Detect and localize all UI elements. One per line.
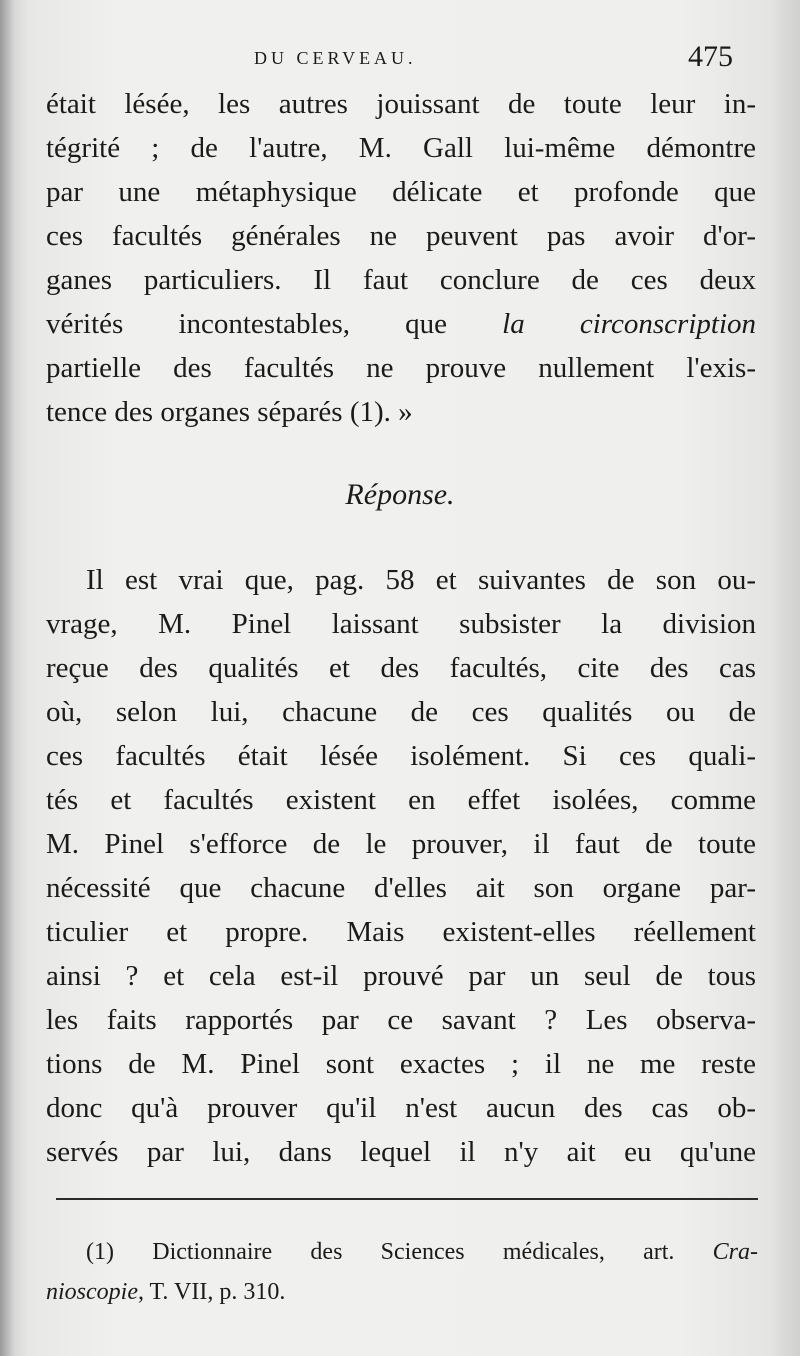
footnote-italic: Cra- <box>712 1239 758 1265</box>
text-line: tégrité ; de l'autre, M. Gall lui-même démontre <box>46 132 756 164</box>
text-line: servés par lui, dans lequel il n'y ait eu qu'une <box>46 1136 756 1168</box>
text-line: partielle des facultés ne prouve nullement l'exis- <box>46 352 756 384</box>
text-line: tence des organes séparés (1). » <box>46 396 413 428</box>
text-line: ganes particuliers. Il faut conclure de ces deux <box>46 264 756 296</box>
text-line: ainsi ? et cela est-il prouvé par un seul de tous <box>46 960 756 992</box>
text-line: tions de M. Pinel sont exactes ; il ne me reste <box>46 1048 756 1080</box>
text-line: vrage, M. Pinel laissant subsister la division <box>46 608 756 640</box>
text-line: reçue des qualités et des facultés, cite des cas <box>46 652 756 684</box>
page-header <box>0 40 800 80</box>
text-line: Il est vrai que, pag. 58 et suivantes de son ou- <box>86 564 756 596</box>
footnote-rule <box>56 1198 758 1200</box>
footnote-line <box>46 1272 758 1312</box>
text-line: nécessité que chacune d'elles ait son organe par- <box>46 872 756 904</box>
footnote-text: , T. VII, p. 310. <box>137 1279 286 1305</box>
text-line: était lésée, les autres jouissant de toute leur in- <box>46 88 756 120</box>
section-heading: Réponse. <box>345 478 455 511</box>
footnote-line <box>46 1232 758 1272</box>
paragraph-2 <box>46 558 756 1174</box>
footnote-text: (1) Dictionnaire des Sciences médicales, art. <box>86 1239 675 1265</box>
running-head: DU CERVEAU. <box>254 48 417 68</box>
text-line: où, selon lui, chacune de ces qualités ou de <box>46 696 756 728</box>
italic-phrase: la circonscription <box>502 308 757 340</box>
text-line: ticulier et propre. Mais existent-elles réellement <box>46 916 756 948</box>
text-segment: vérités incontestables, que <box>46 308 448 340</box>
text-line: par une métaphysique délicate et profonde que <box>46 176 756 208</box>
text-line: ces facultés était lésée isolément. Si ces quali- <box>46 740 756 772</box>
text-line: tés et facultés existent en effet isolées, comme <box>46 784 756 816</box>
footnote <box>46 1232 758 1312</box>
text-line: M. Pinel s'efforce de le prouver, il faut de toute <box>46 828 756 860</box>
text-line: ces facultés générales ne peuvent pas avoir d'or- <box>46 220 756 252</box>
footnote-italic: nioscopie <box>46 1279 138 1305</box>
text-line: donc qu'à prouver qu'il n'est aucun des cas ob- <box>46 1092 756 1124</box>
page-spine-shadow <box>0 0 14 1356</box>
text-line: les faits rapportés par ce savant ? Les observa- <box>46 1004 756 1036</box>
page-number: 475 <box>688 40 733 73</box>
paragraph-1 <box>46 82 756 434</box>
text-line-with-italic <box>46 302 756 346</box>
